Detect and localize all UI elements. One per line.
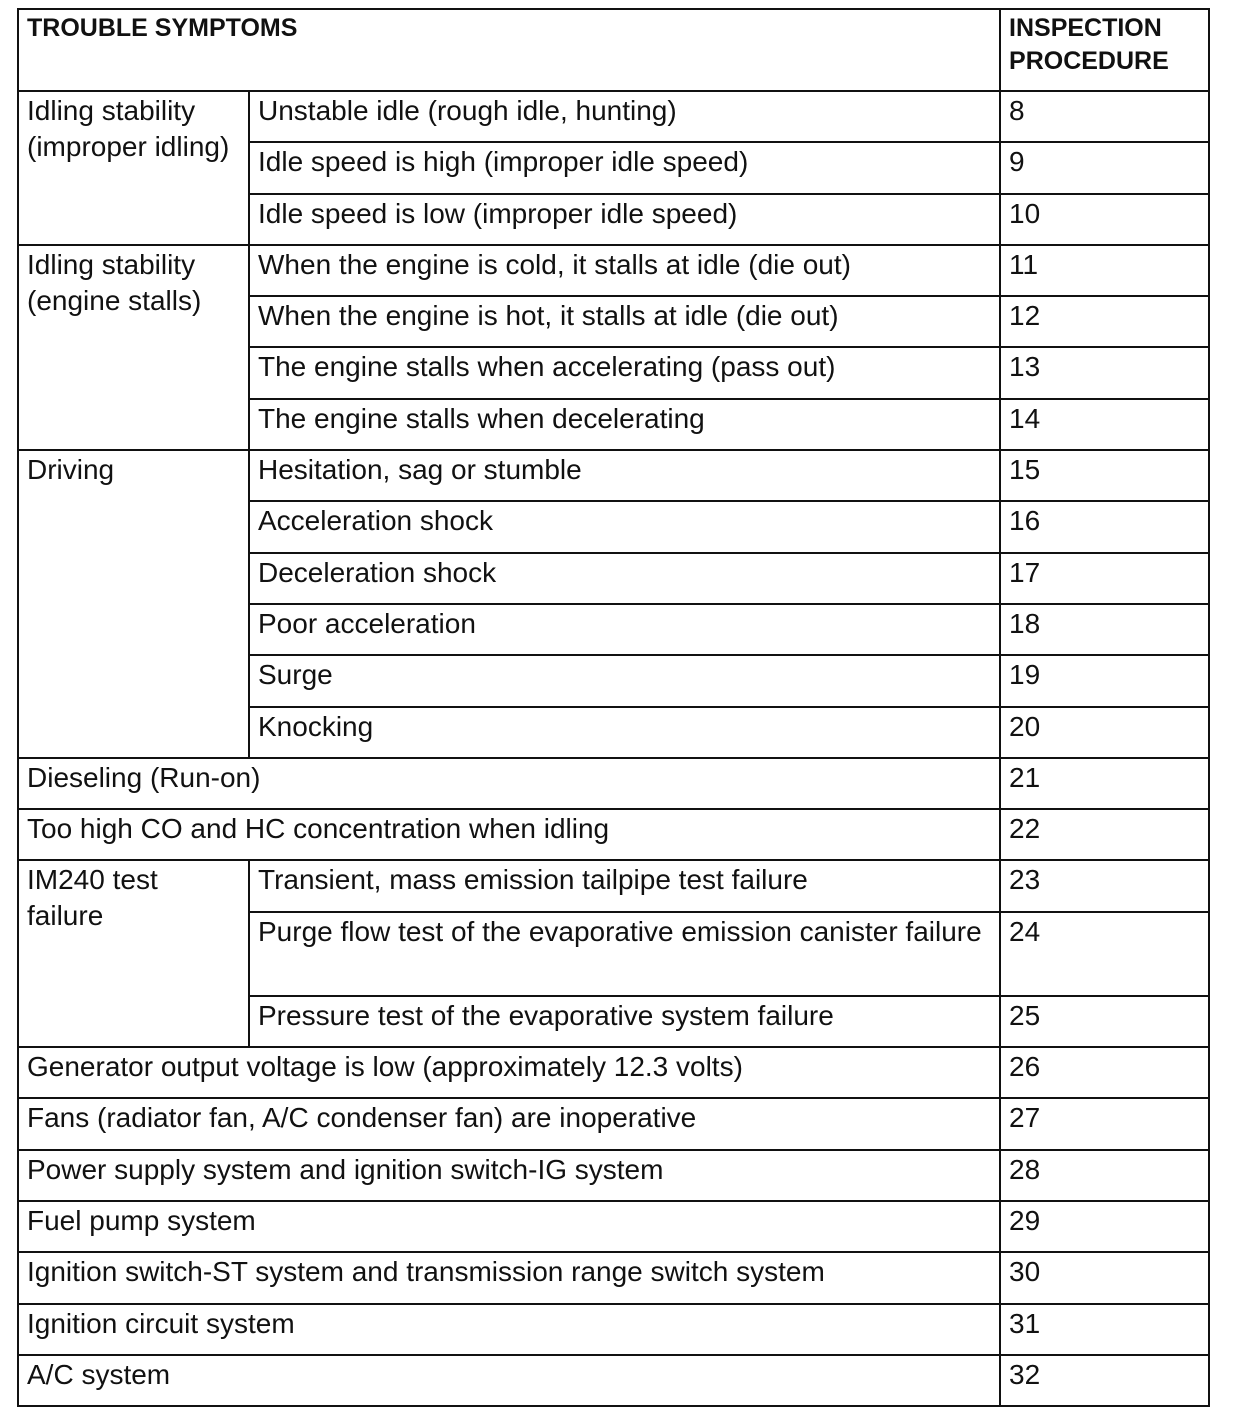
symptom-cell: Dieseling (Run-on) — [18, 758, 1000, 809]
procedure-cell: 28 — [1000, 1150, 1209, 1201]
symptom-cell: Idle speed is high (improper idle speed) — [249, 142, 1000, 193]
symptom-cell: When the engine is cold, it stalls at idle (die out) — [249, 245, 1000, 296]
procedure-cell: 29 — [1000, 1201, 1209, 1252]
symptom-cell: Power supply system and ignition switch-IG system — [18, 1150, 1000, 1201]
symptom-cell: The engine stalls when accelerating (pass out) — [249, 347, 1000, 398]
symptom-cell: Surge — [249, 655, 1000, 706]
header-trouble-symptoms: TROUBLE SYMPTOMS — [18, 9, 1000, 91]
table-row — [18, 1252, 1209, 1303]
procedure-cell: 19 — [1000, 655, 1209, 706]
symptom-cell: Generator output voltage is low (approximately 12.3 volts) — [18, 1047, 1000, 1098]
procedure-cell: 31 — [1000, 1304, 1209, 1355]
procedure-cell: 17 — [1000, 553, 1209, 604]
procedure-cell: 8 — [1000, 91, 1209, 142]
procedure-cell: 25 — [1000, 996, 1209, 1047]
symptom-cell: Hesitation, sag or stumble — [249, 450, 1000, 501]
procedure-cell: 22 — [1000, 809, 1209, 860]
procedure-cell: 14 — [1000, 399, 1209, 450]
table-row — [18, 1150, 1209, 1201]
table-row — [18, 245, 1209, 296]
symptom-cell: Unstable idle (rough idle, hunting) — [249, 91, 1000, 142]
symptom-cell: Too high CO and HC concentration when idling — [18, 809, 1000, 860]
table-row — [18, 1047, 1209, 1098]
trouble-symptoms-table — [17, 8, 1210, 1407]
procedure-cell: 26 — [1000, 1047, 1209, 1098]
procedure-cell: 11 — [1000, 245, 1209, 296]
symptom-cell: A/C system — [18, 1355, 1000, 1406]
procedure-cell: 23 — [1000, 860, 1209, 911]
symptom-cell: Fans (radiator fan, A/C condenser fan) are inoperative — [18, 1098, 1000, 1149]
header-inspection-procedure: INSPECTION PROCEDURE — [1000, 9, 1209, 91]
symptom-cell: Transient, mass emission tailpipe test failure — [249, 860, 1000, 911]
symptom-cell: Pressure test of the evaporative system failure — [249, 996, 1000, 1047]
symptom-cell: Ignition switch-ST system and transmission range switch system — [18, 1252, 1000, 1303]
table-row — [18, 1304, 1209, 1355]
symptom-cell: Acceleration shock — [249, 501, 1000, 552]
procedure-cell: 9 — [1000, 142, 1209, 193]
symptom-cell: Knocking — [249, 707, 1000, 758]
symptom-cell: When the engine is hot, it stalls at idle (die out) — [249, 296, 1000, 347]
table-row — [18, 450, 1209, 501]
table-row — [18, 1355, 1209, 1406]
symptom-cell: Idle speed is low (improper idle speed) — [249, 194, 1000, 245]
table-row — [18, 809, 1209, 860]
procedure-cell: 27 — [1000, 1098, 1209, 1149]
symptom-cell: Deceleration shock — [249, 553, 1000, 604]
procedure-cell: 20 — [1000, 707, 1209, 758]
category-cell: Idling stability (improper idling) — [18, 91, 249, 245]
category-cell: Idling stability (engine stalls) — [18, 245, 249, 450]
symptom-cell: Fuel pump system — [18, 1201, 1000, 1252]
symptom-cell: Poor acceleration — [249, 604, 1000, 655]
category-cell: Driving — [18, 450, 249, 758]
symptom-cell: The engine stalls when decelerating — [249, 399, 1000, 450]
table-row — [18, 1098, 1209, 1149]
table-row — [18, 758, 1209, 809]
procedure-cell: 24 — [1000, 912, 1209, 996]
procedure-cell: 18 — [1000, 604, 1209, 655]
procedure-cell: 21 — [1000, 758, 1209, 809]
table-row — [18, 91, 1209, 142]
procedure-cell: 10 — [1000, 194, 1209, 245]
procedure-cell: 32 — [1000, 1355, 1209, 1406]
procedure-cell: 30 — [1000, 1252, 1209, 1303]
table-row — [18, 860, 1209, 911]
symptom-cell: Purge flow test of the evaporative emission canister failure — [249, 912, 1000, 996]
symptom-cell: Ignition circuit system — [18, 1304, 1000, 1355]
procedure-cell: 12 — [1000, 296, 1209, 347]
procedure-cell: 13 — [1000, 347, 1209, 398]
category-cell: IM240 test failure — [18, 860, 249, 1047]
procedure-cell: 15 — [1000, 450, 1209, 501]
procedure-cell: 16 — [1000, 501, 1209, 552]
table-row — [18, 1201, 1209, 1252]
